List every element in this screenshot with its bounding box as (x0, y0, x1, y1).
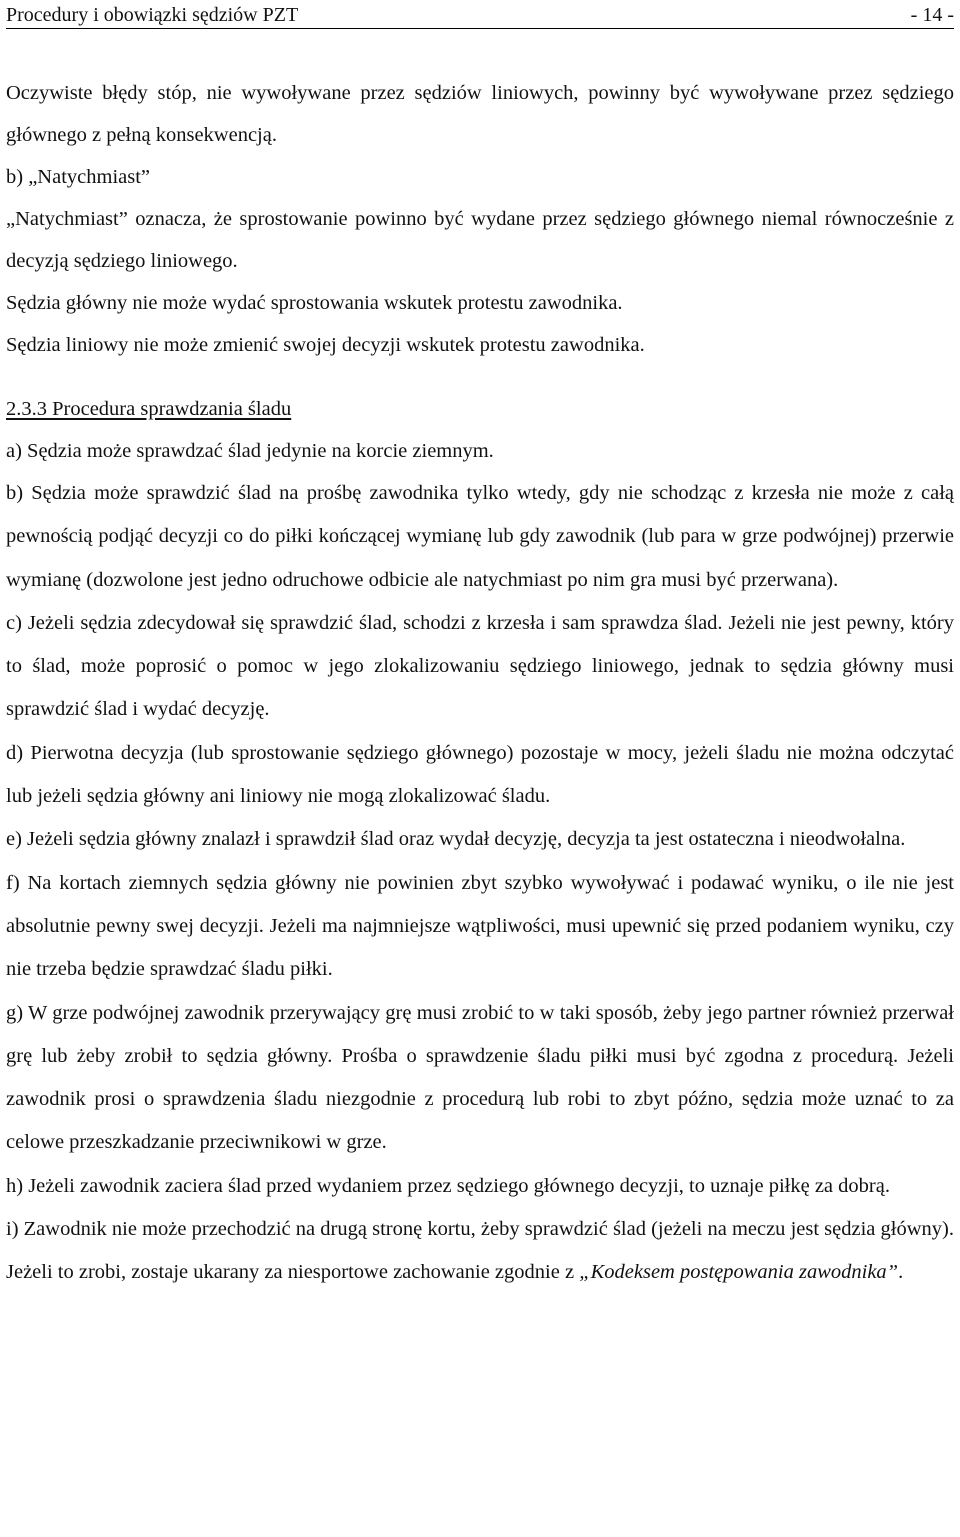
list-item-a: a) Sędzia może sprawdzać ślad jedynie na korcie ziemnym. (6, 440, 494, 462)
paragraph-natychmiast-definition: „Natychmiast” oznacza, że sprostowanie powinno być wydane przez sędziego głównego niemal równocześnie z decyzją sędziego liniowego. (6, 208, 954, 272)
paragraph-foot-faults: Oczywiste błędy stóp, nie wywoływane przez sędziów liniowych, powinny być wywoływane przez sędziego głównego z pełną konsekwencją. (6, 82, 954, 146)
page-header (6, 0, 954, 29)
list-item-d: d) Pierwotna decyzja (lub sprostowanie sędziego głównego) pozostaje w mocy, jeżeli śladu nie można odczytać lub jeżeli sędzia główny ani liniowy nie mogą zlokalizować śladu. (6, 741, 954, 808)
paragraph-natychmiast-heading: b) „Natychmiast” (6, 166, 151, 188)
list-item-i-text: i) Zawodnik nie może przechodzić na drugą stronę kortu, żeby sprawdzić ślad (jeżeli na meczu jest sędzia główny). Jeżeli to zrobi, zostaje ukarany za niesportowe zachowanie zgodnie z (6, 1218, 954, 1284)
list-item-e: e) Jeżeli sędzia główny znalazł i sprawdził ślad oraz wydał decyzję, decyzja ta jest ostateczna i nieodwołalna. (6, 828, 906, 851)
page-content (6, 72, 954, 1295)
list-item-b: b) Sędzia może sprawdzić ślad na prośbę zawodnika tylko wtedy, gdy nie schodząc z krzesła nie może z całą pewnością podjąć decyzji co do piłki kończącej wymianę lub gdy zawodnik (lub para w grze podwójnej) przerwie wymianę (dozwolone jest jedno odruchowe odbicie ale natychmiast po nim gra musi być przerwana). (6, 482, 954, 591)
paragraph-protest-line: Sędzia liniowy nie może zmienić swojej decyzji wskutek protestu zawodnika. (6, 334, 645, 356)
paragraph-protest-main: Sędzia główny nie może wydać sprostowania wskutek protestu zawodnika. (6, 292, 623, 314)
section-heading (6, 388, 954, 430)
list-item-f: f) Na kortach ziemnych sędzia główny nie powinien zbyt szybko wywoływać i podawać wyniku, o ile nie jest absolutnie pewny swej decyzji. Jeżeli ma najmniejsze wątpliwości, musi upewnić się przed podaniem wyniku, czy nie trzeba będzie sprawdzać śladu piłki. (6, 871, 954, 981)
list-item-h: h) Jeżeli zawodnik zaciera ślad przed wydaniem przez sędziego głównego decyzji, to uznaje piłkę za dobrą. (6, 1174, 890, 1197)
list-item-i (6, 1208, 954, 1295)
section-title: 2.3.3 Procedura sprawdzania śladu (6, 398, 292, 420)
list-item-c: c) Jeżeli sędzia zdecydował się sprawdzić ślad, schodzi z krzesła i sam sprawdza ślad. Jeżeli nie jest pewny, który to ślad, może poprosić o pomoc w jego zlokalizowaniu sędziego liniowego, jednak to sędzia główny musi sprawdzić ślad i wydać decyzję. (6, 611, 954, 721)
page-number: - 14 - (910, 4, 954, 26)
list-item-i-end: . (898, 1261, 904, 1284)
document-title: Procedury i obowiązki sędziów PZT (6, 4, 299, 26)
code-of-conduct-reference: „Kodeksem postępowania zawodnika” (579, 1261, 899, 1284)
list-item-g: g) W grze podwójnej zawodnik przerywający grę musi zrobić to w taki sposób, żeby jego partner również przerwał grę lub żeby zrobił to sędzia główny. Prośba o sprawdzenie śladu piłki musi być zgodna z procedurą. Jeżeli zawodnik prosi o sprawdzenia śladu niezgodnie z procedurą lub robi to zbyt późno, sędzia może uznać to za celowe przeszkadzanie przeciwnikowi w grze. (6, 1001, 954, 1154)
